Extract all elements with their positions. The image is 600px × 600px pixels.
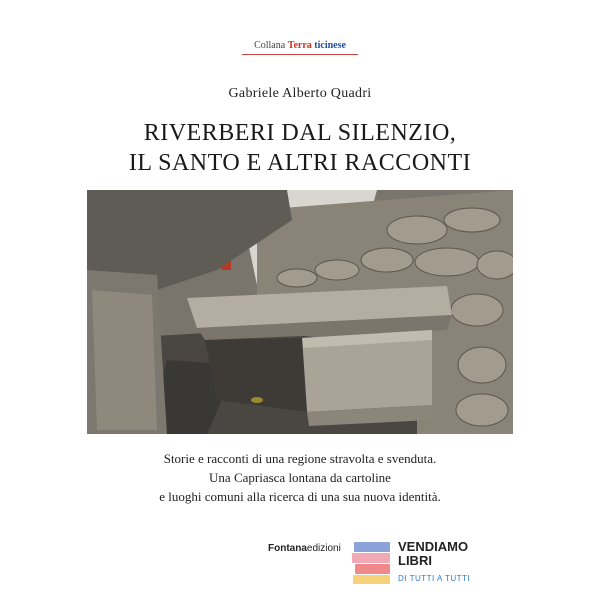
title-line-1: RIVERBERI DAL SILENZIO, [143,120,457,146]
description-line-2: Una Capriasca lontana da cartoline [209,470,391,485]
series-underline [242,54,358,55]
badge-tagline: DI TUTTI A TUTTI [398,574,471,583]
badge-title [398,540,488,568]
stone-bench-photo [87,190,513,434]
publisher-name-bold: Fontana [268,543,307,554]
cover-photo [87,190,513,434]
vendiamo-libri-badge [352,540,492,590]
series-prefix: Collana [254,40,286,51]
publisher-name-rest: edizioni [306,543,341,554]
publisher-logo [268,543,341,554]
description-line-3: e luoghi comuni alla ricerca di una sua nuova identità. [159,489,441,504]
series-name-ticinese: ticinese [314,40,346,51]
book-stack-icon [352,540,392,586]
book-title [0,118,600,178]
title-line-2: IL SANTO E ALTRI RACCONTI [128,150,472,176]
badge-line-1: VENDIAMO [398,539,469,554]
badge-line-2: LIBRI [398,553,432,568]
back-description [0,449,600,506]
author-name: Gabriele Alberto Quadri [228,86,372,101]
description-line-1: Storie e racconti di una regione stravolta e svenduta. [163,451,437,466]
series-label [0,40,600,51]
series-name-terra: Terra [287,40,312,51]
